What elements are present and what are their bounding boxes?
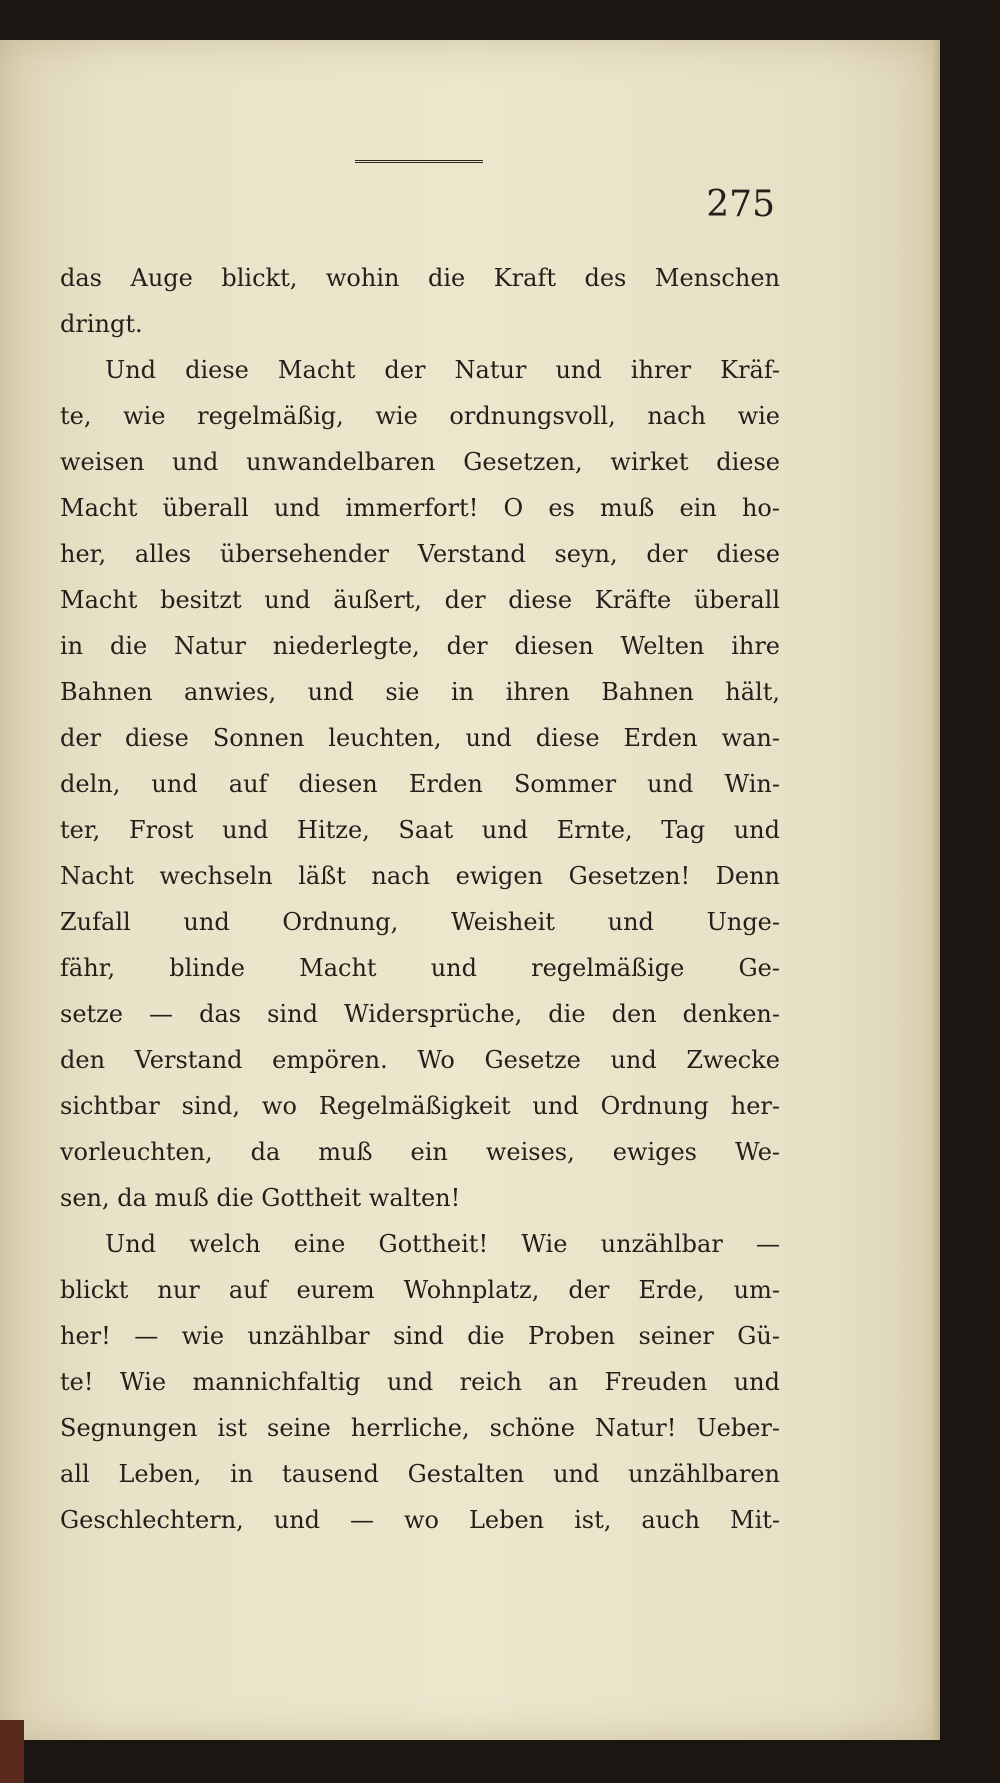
- text-line: Bahnen anwies, und sie in ihren Bahnen hält,: [60, 678, 780, 706]
- text-line: deln, und auf diesen Erden Sommer und Win-: [60, 770, 780, 798]
- text-line: setze — das sind Widersprüche, die den denken-: [60, 1000, 780, 1028]
- text-line: her, alles übersehender Verstand seyn, der diese: [60, 540, 780, 568]
- text-line: te! Wie mannichfaltig und reich an Freuden und: [60, 1368, 780, 1396]
- text-line: das Auge blickt, wohin die Kraft des Menschen: [60, 264, 780, 292]
- header-rule: [355, 160, 483, 163]
- text-line: te, wie regelmäßig, wie ordnungsvoll, nach wie: [60, 402, 780, 430]
- text-line: Und welch eine Gottheit! Wie unzählbar —: [105, 1230, 780, 1258]
- text-line: sichtbar sind, wo Regelmäßigkeit und Ordnung her-: [60, 1092, 780, 1120]
- text-line: sen, da muß die Gottheit walten!: [60, 1184, 461, 1212]
- body-text: [60, 255, 780, 1543]
- text-line: ter, Frost und Hitze, Saat und Ernte, Tag und: [60, 816, 780, 844]
- text-line: vorleuchten, da muß ein weises, ewiges We-: [60, 1138, 780, 1166]
- text-line: fähr, blinde Macht und regelmäßige Ge-: [60, 954, 780, 982]
- text-line: dringt.: [60, 310, 143, 338]
- text-line: her! — wie unzählbar sind die Proben seiner Gü-: [60, 1322, 780, 1350]
- text-line: Zufall und Ordnung, Weisheit und Unge-: [60, 908, 780, 936]
- text-line: Geschlechtern, und — wo Leben ist, auch Mit-: [60, 1506, 780, 1534]
- text-line: Macht besitzt und äußert, der diese Kräfte überall: [60, 586, 780, 614]
- text-line: Macht überall und immerfort! O es muß ein ho-: [60, 494, 780, 522]
- text-line: Und diese Macht der Natur und ihrer Kräf-: [105, 356, 780, 384]
- text-line: der diese Sonnen leuchten, und diese Erden wan-: [60, 724, 780, 752]
- text-line: Nacht wechseln läßt nach ewigen Gesetzen! Denn: [60, 862, 780, 890]
- binding-edge: [0, 1720, 24, 1783]
- text-line: blickt nur auf eurem Wohnplatz, der Erde, um-: [60, 1276, 780, 1304]
- text-line: den Verstand empören. Wo Gesetze und Zwecke: [60, 1046, 780, 1074]
- page-number: 275: [706, 184, 775, 225]
- text-line: all Leben, in tausend Gestalten und unzählbaren: [60, 1460, 780, 1488]
- text-line: Segnungen ist seine herrliche, schöne Natur! Ueber-: [60, 1414, 780, 1442]
- text-line: in die Natur niederlegte, der diesen Welten ihre: [60, 632, 780, 660]
- text-line: weisen und unwandelbaren Gesetzen, wirket diese: [60, 448, 780, 476]
- page-edge: [932, 40, 940, 1740]
